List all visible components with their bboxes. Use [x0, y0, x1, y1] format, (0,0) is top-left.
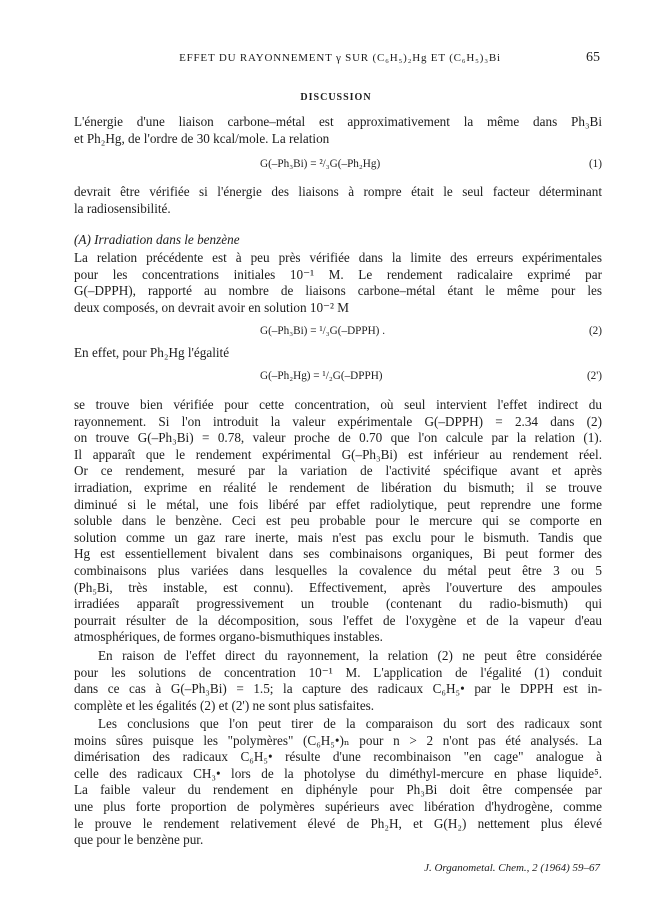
text-line: G(–DPPH), rapporté au nombre de liaisons carbone–métal étant le même pour les: [74, 283, 602, 299]
journal-citation-footer: J. Organometal. Chem., 2 (1964) 59–67: [424, 862, 600, 874]
text-line: Il apparaît que le rendement expérimental G(–Ph₃Bi) est inférieur au rendement réel.: [74, 446, 602, 462]
text-line: (Ph₅Bi, très instable, est connu). Effectivement, après l'ouverture des ampoules: [74, 579, 602, 595]
text-line: se trouve bien vérifiée pour cette concentration, où seul intervient l'effet indirect du: [74, 397, 602, 412]
paragraph-a: [74, 250, 602, 316]
text-line: La faible valeur du rendement en diphényle pour Ph₃Bi doit être compensée par: [74, 782, 602, 798]
text-line: deux composés, on devrait avoir en solution 10⁻² M: [74, 299, 349, 315]
equation-text: G(–Ph₃Bi) = ¹/₃G(–DPPH) .: [260, 325, 385, 337]
text-line: En raison de l'effet direct du rayonnement, la relation (2) ne peut être considérée: [98, 648, 602, 663]
text-line: dimérisation des radicaux C₆H₅• résulte d'une recombinaison "en cage" analogue à: [74, 749, 602, 765]
equation-text: G(–Ph₂Hg) = ¹/₂G(–DPPH): [260, 370, 383, 382]
text-line: Les conclusions que l'on peut tirer de la comparaison du sort des radicaux sont: [98, 716, 602, 731]
text-line: irradiation, exprime en réalité le rendement de libération du bismuth; il se trouve: [74, 479, 602, 495]
paragraph-d: [74, 716, 602, 849]
text-line: soluble dans le benzène. Ceci est peu probable pour le mercure qui se comporte en: [74, 513, 602, 529]
text-line: on trouve G(–Ph₃Bi) = 0.78, valeur proche de 0.70 que l'on calcule par la relation (1).: [74, 430, 602, 446]
paragraph-b: [74, 397, 602, 646]
text-line: irradiées apparaît progressivement un trouble (contenant du radio-bismuth) qui: [74, 596, 602, 612]
paragraph-after-eq1: [74, 184, 602, 217]
text-line: que pour le benzène pur.: [74, 832, 204, 848]
text-line: complète et les égalités (2) et (2') ne sont plus satisfaites.: [74, 697, 375, 713]
section-heading: DISCUSSION: [300, 92, 372, 103]
intro-paragraph: [74, 114, 602, 147]
text-line: dans ce cas à G(–Ph₃Bi) = 1.5; la capture des radicaux C₆H₅• par le DPPH est in-: [74, 681, 602, 697]
text-line: La relation précédente est à peu près vérifiée dans la limite des erreurs expérimentales: [74, 250, 602, 265]
equation-text: G(–Ph₃Bi) = ²/₃G(–Ph₂Hg): [260, 158, 381, 170]
text-line: solution comme un gaz rare inerte, mais n'est pas exclu pour le bismuth. Tandis que: [74, 529, 602, 545]
text-line: Or ce rendement, mesuré par la variation de l'activité spécifique avant et après: [74, 463, 602, 479]
equation-number: (2'): [586, 370, 602, 382]
text-line: En effet, pour Ph₂Hg l'égalité: [74, 345, 230, 360]
text-line: devrait être vérifiée si l'énergie des liaisons à rompre était le seul facteur déterminant: [74, 184, 602, 199]
paragraph-hg: [74, 345, 602, 362]
subsection-heading: (A) Irradiation dans le benzène: [74, 232, 240, 247]
paragraph-c: [74, 648, 602, 714]
text-line: pourrait résulter de la décomposition, sous l'effet de l'oxygène et de la vapeur d'eau: [74, 612, 602, 628]
text-line: celle des radicaux CH₃• lors de la photolyse du diméthyl-mercure en phase liquide⁵.: [74, 765, 602, 781]
text-line: combinaisons plus variées dans lesquelles la covalence du métal peut être 3 ou 5: [74, 562, 602, 578]
text-line: et Ph₂Hg, de l'ordre de 30 kcal/mole. La relation: [74, 130, 330, 146]
text-line: atmosphériques, de formes organo-bismuthiques instables.: [74, 629, 383, 645]
page-number: 65: [586, 50, 600, 65]
text-line: diminué si le métal, une fois libéré par effet radiolytique, peut reprendre une forme: [74, 496, 602, 512]
text-line: L'énergie d'une liaison carbone–métal est approximativement la même dans Ph₃Bi: [74, 114, 602, 129]
text-line: rayonnement. Si l'on introduit la valeur expérimentale G(–DPPH) = 2.34 dans (2): [74, 413, 602, 429]
text-line: le prouve le rendement relativement élevé de Ph₂H, et G(H₂) nettement plus élevé: [74, 815, 602, 831]
text-line: la radiosensibilité.: [74, 200, 171, 216]
equation-number: (2): [588, 325, 602, 337]
text-line: Hg est essentiellement bivalent dans ses combinaisons organiques, Bi peut former des: [74, 546, 602, 562]
equation-number: (1): [588, 158, 602, 170]
text-line: pour les concentrations initiales 10⁻¹ M. Le rendement radicalaire exprimé par: [74, 266, 602, 282]
text-line: une plus forte proportion de polymères supérieurs avec libération d'hydrogène, comme: [74, 798, 602, 814]
text-line: pour les solutions de concentration 10⁻¹ M. L'application de l'égalité (1) conduit: [74, 664, 602, 680]
running-header-title: EFFET DU RAYONNEMENT γ SUR (C₆H₅)₂Hg ET (C₆H₅)₃Bi: [179, 52, 501, 64]
text-line: moins sûres puisque les "polymères" (C₆H₅•)ₙ pour n > 2 n'ont pas été analysés. La: [74, 732, 602, 748]
